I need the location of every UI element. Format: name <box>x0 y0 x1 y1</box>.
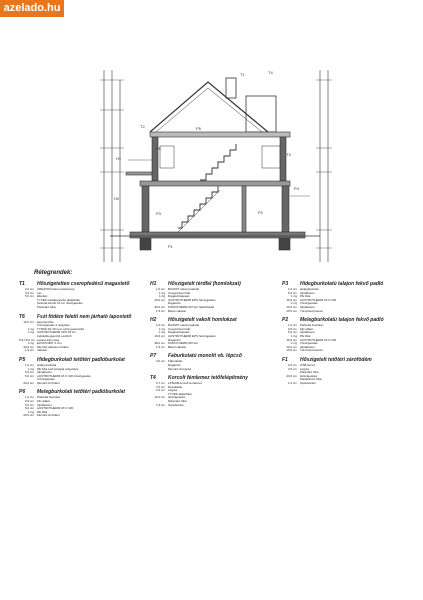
layer-thickness: 1,5 cm <box>24 349 34 353</box>
layer-section-header <box>150 281 280 288</box>
layer-material: Filc alátét <box>37 400 50 404</box>
layer-material: Aljzatbeton <box>300 291 315 295</box>
layer-thickness: 3,0 cm <box>24 291 34 295</box>
label-p5: P5 <box>196 126 201 131</box>
layer-thickness: 12,0 cm <box>154 396 165 400</box>
label-t4: T4 <box>268 70 273 75</box>
layer-title: Melegburkolati tetőtéri padlóburkolat <box>37 389 126 396</box>
layer-material: Vízszigetelés <box>300 302 318 306</box>
label-p6: P6 <box>156 146 161 151</box>
layer-material: CREATON beton tetőcserép <box>37 288 75 291</box>
layer-material: Hidegburkolat <box>300 288 319 291</box>
layer-thickness: 30,0 cm <box>154 305 165 309</box>
label-p2: P2 <box>258 210 263 215</box>
layer-thickness: 1,5 cm <box>287 381 297 385</box>
layer-code: P2 <box>282 317 289 324</box>
layer-title: Melegburkolatú talajon fekvő padló <box>300 317 384 324</box>
layer-thickness: 1,0 cm <box>155 288 165 291</box>
layer-material: Tömörített kavics <box>300 349 323 353</box>
layer-material: Szarufa között 15 cm hőszigetelés <box>37 302 83 306</box>
layer-section <box>282 357 412 386</box>
layer-thickness: 1 rtg <box>158 291 165 295</box>
layer-material: Vízszigetelés <box>37 378 55 382</box>
layer-thickness: 1,0 cm <box>24 363 34 367</box>
layer-thickness: 1 rtg <box>290 334 297 338</box>
layer-thickness: 1 rtg <box>27 410 34 414</box>
layer-thickness: 5,0 cm <box>24 371 34 375</box>
layer-section <box>282 317 412 353</box>
layer-thickness: 1 rtg <box>27 342 34 346</box>
layer-material: LINDAB korcolt fémlemez <box>168 382 203 386</box>
layer-line <box>19 306 149 310</box>
layer-material: Ragasztótapasz <box>168 331 190 335</box>
label-t3: T3 <box>286 152 291 157</box>
layer-material: PE fólia <box>37 410 48 414</box>
layer-thickness: 5,0 cm <box>287 331 297 335</box>
layer-section <box>19 281 149 310</box>
layer-thickness: 1,0 cm <box>24 396 34 400</box>
layer-material: Felületkiegyenlítő esztrich <box>37 334 72 338</box>
layer-line <box>19 382 149 386</box>
layer-code: P5 <box>19 356 26 363</box>
layer-material: Aljzatbeton <box>37 403 52 407</box>
layer-thickness: 0,7 cm <box>155 382 165 386</box>
layer-material: BAUMIT vékonyvakolat <box>168 324 200 328</box>
layer-material: Filc alátét <box>300 327 313 331</box>
layer-material: Faburkolat <box>168 360 183 364</box>
layer-thickness: 1,5 cm <box>155 345 165 349</box>
layer-section-header <box>150 375 280 382</box>
label-p4: P4 <box>294 186 299 191</box>
layer-title: Hidegburkolati tetőtéri padlóburkolat <box>37 356 125 363</box>
layer-material: Monolit vb födém <box>37 414 60 418</box>
layer-thickness: 5,5-15,0 cm <box>19 338 35 342</box>
layer-thickness: 5,0 cm <box>24 407 34 411</box>
layer-line <box>150 404 280 408</box>
layer-material: TYPAR SF 40 nem szőtt geotextília <box>37 327 84 331</box>
layer-thickness: 1 rtg <box>27 331 34 335</box>
layer-material: Deszkázat <box>168 385 183 389</box>
layer-thickness: 1 rtg <box>27 327 34 331</box>
layer-material: Monolit vb lépcső <box>168 367 192 371</box>
layer-thickness: 1,5 cm <box>155 403 165 407</box>
layer-material: Üvegszövet háló <box>168 327 191 331</box>
layer-thickness: 1 rtg <box>158 327 165 331</box>
layer-section-header <box>150 353 280 360</box>
layer-code: T1 <box>19 281 25 287</box>
layer-thickness: 10,0 cm <box>286 338 297 342</box>
layer-thickness: 15,0 cm <box>286 309 297 313</box>
layer-material: PE fólia <box>300 295 311 299</box>
layer-thickness: 1 rtg <box>27 367 34 371</box>
layer-material: Légrés <box>300 367 310 371</box>
layer-material: AUSTROTHERM AT-N 100 hőszigetelés <box>37 374 91 378</box>
layer-material: AUSTROTHERM AT-N 100 <box>37 407 74 411</box>
layer-material: AUSTROTHERM AT-N 100 <box>300 338 337 342</box>
layer-thickness: 5,0 cm <box>287 291 297 295</box>
layer-material: ELASTOBIT 4 mm <box>37 342 62 346</box>
label-h2: H2 <box>114 196 120 201</box>
layer-material: PE fólia technológiai szigetelés <box>37 367 79 371</box>
layer-thickness: 1 rtg <box>290 295 297 299</box>
layer-section-header <box>282 281 412 288</box>
layer-material: Párazáró fólia <box>300 371 319 375</box>
layer-thickness: 2,5 cm <box>155 385 165 389</box>
layer-material: Aljzatbeton <box>300 305 315 309</box>
layer-material: Párafékező fólia <box>300 378 322 382</box>
legend-column-1 <box>19 281 149 422</box>
layer-material: Vízszigetelés <box>300 342 318 346</box>
layer-material: Ragasztó <box>168 363 181 367</box>
layer-material: AUSTROTHERM XPS 15 cm <box>37 331 77 335</box>
layer-title: Hőszigetelten cserepfedésű magastető <box>37 281 130 287</box>
label-p1: P1 <box>168 244 173 249</box>
label-h1: H1 <box>116 156 122 161</box>
layer-material: Párazáró fólia <box>37 305 56 309</box>
layer-section <box>150 317 280 349</box>
layer-section <box>150 375 280 407</box>
layer-thickness: 10,0 cm <box>286 305 297 309</box>
layer-title: Hőszigetelt tetőtéri zárófödém <box>300 356 372 363</box>
layer-material: AUSTROTHERM EPS hőszigetelés <box>168 298 216 302</box>
section-drawing <box>0 0 423 270</box>
layer-title: Hőszigetelt térdfal (homlokzat) <box>168 281 241 287</box>
layer-thickness: 1,0 cm <box>155 324 165 328</box>
layer-section-header <box>19 357 149 364</box>
layer-section-header <box>282 357 412 364</box>
legend-title: Rétegrendek: <box>34 270 73 276</box>
layer-material: Aljzatbeton <box>37 371 52 375</box>
layer-material: Légrés <box>168 389 178 393</box>
layer-section-header <box>19 281 149 288</box>
layer-material: Aljzatbeton <box>300 331 315 335</box>
layer-line <box>282 382 412 386</box>
layer-material: BAUMIT vékonyvakolat <box>168 288 200 291</box>
layer-thickness: 0,5 cm <box>24 400 34 404</box>
layer-material: Tömörített kavics <box>300 309 323 313</box>
layer-material: Monolit vasbeton födém <box>37 345 69 349</box>
layer-thickness: 38,0 cm <box>154 342 165 346</box>
layer-section-header <box>150 317 280 324</box>
layer-material: POROTHERM 38 N+F <box>168 342 199 346</box>
layer-thickness: 20,0 cm <box>23 381 34 385</box>
layer-line <box>282 349 412 353</box>
layer-thickness: 20,0 cm <box>23 345 34 349</box>
layer-section-header <box>19 389 149 396</box>
layer-thickness: 1,0 cm <box>287 288 297 291</box>
layer-line <box>150 368 280 372</box>
layer-thickness: 20,0 cm <box>23 414 34 418</box>
layer-thickness: 2,5 cm <box>155 389 165 393</box>
layer-thickness <box>19 306 37 310</box>
label-t1: T1 <box>240 72 245 77</box>
layer-section <box>150 281 280 313</box>
layer-section-header <box>19 314 149 321</box>
layer-code: T6 <box>19 313 25 320</box>
layer-material: Ragasztó <box>168 302 181 306</box>
layer-line <box>150 310 280 314</box>
layer-thickness: 2,5 cm <box>287 367 297 371</box>
layer-material: Belső vakolat <box>168 345 186 349</box>
label-t2: T2 <box>140 124 145 129</box>
layer-code: P3 <box>282 281 289 287</box>
legend-column-3 <box>282 281 412 389</box>
layer-thickness: 10,0 cm <box>154 298 165 302</box>
layer-thickness: 15,0 cm <box>286 349 297 353</box>
layer-material: AUSTROTHERM EPS hőszigetelés <box>168 334 216 338</box>
layer-material: Léc <box>37 291 42 295</box>
layer-thickness: 16,0 cm <box>23 320 34 324</box>
layer-section <box>282 281 412 313</box>
layer-code: H1 <box>150 281 157 287</box>
layer-material: TYVEK páraáteresztő alátétfólia <box>37 298 80 302</box>
layer-thickness: 2,5 cm <box>287 363 297 367</box>
layer-thickness: 10,0 cm <box>286 298 297 302</box>
layer-thickness: 0,5 cm <box>287 327 297 331</box>
layer-material: Vízszigetelés 2 rétegben <box>37 324 70 328</box>
layer-thickness: 1,5 cm <box>155 309 165 313</box>
layer-line <box>150 346 280 350</box>
layer-material: TYVEK alátétfólia <box>168 392 192 396</box>
layer-thickness: 10,0 cm <box>154 334 165 338</box>
layer-thickness: 3,0 cm <box>155 360 165 364</box>
layer-material: Gipszkarton <box>168 403 185 407</box>
layer-thickness: 1 rtg <box>290 342 297 346</box>
layer-code: T4 <box>150 375 156 382</box>
layer-material: Gipszkarton <box>300 381 317 385</box>
layer-title: Hőszigetelt vakolt homlokzat <box>168 317 237 324</box>
layer-section-header <box>282 317 412 324</box>
layer-title: Korcolt fémlemez tetőfelépítmény <box>168 375 249 382</box>
layer-thickness: 5,0 cm <box>24 403 34 407</box>
layer-material: Parketta burkolat <box>37 396 60 400</box>
layer-thickness: 5,0 cm <box>24 295 34 299</box>
layer-material: Vakolat <box>37 349 47 353</box>
layer-thickness: 1 rtg <box>290 302 297 306</box>
label-p3: P3 <box>156 211 161 216</box>
layer-code: P6 <box>19 389 26 396</box>
layer-material: kavicsterítés <box>37 320 54 324</box>
layer-material: AUSTROTHERM AT-N 100 <box>300 298 337 302</box>
layer-thickness: 10,0 cm <box>286 345 297 349</box>
layer-material: Ellenléc <box>37 295 48 299</box>
layer-thickness: 1 rtg <box>158 331 165 335</box>
site-logo[interactable]: azelado.hu <box>0 0 64 17</box>
layer-material: Üvegszövet háló <box>168 291 191 295</box>
layer-code: P7 <box>150 353 157 360</box>
layer-line <box>19 349 149 353</box>
layer-title: Hidegburkolatú talajon fekvő padló <box>300 281 384 287</box>
layer-thickness: 20,0 cm <box>286 374 297 378</box>
layer-material: Aljzatbeton <box>300 345 315 349</box>
layer-material: Hideg burkolat <box>37 363 57 367</box>
layer-material: Ragasztótapasz <box>168 295 190 299</box>
layer-title: Fszt födém feletti nem járható lapostető <box>37 313 132 320</box>
layer-section <box>19 357 149 386</box>
layer-thickness: 1,0 cm <box>287 324 297 328</box>
layer-material: Párazáró fólia <box>168 400 187 404</box>
layer-code: H2 <box>150 317 157 324</box>
layer-line <box>19 414 149 418</box>
layer-material: Hőszigetelés <box>300 374 318 378</box>
layer-material: Monolit vb födém <box>37 381 60 385</box>
layer-material: Lejtést adó réteg <box>37 338 60 342</box>
layer-thickness: 5,0 cm <box>24 374 34 378</box>
layer-material: POROTHERM 30 N+F falazóblokk <box>168 305 215 309</box>
layer-section <box>19 314 149 353</box>
layer-material: Ragasztó <box>168 338 181 342</box>
layer-material: Parketta burkolat <box>300 324 323 328</box>
layer-thickness: 2,0 cm <box>24 288 34 291</box>
layer-material: OSB lemez <box>300 363 316 367</box>
legend-column-2 <box>150 281 280 411</box>
layer-code: F1 <box>282 356 288 363</box>
layer-section <box>150 353 280 371</box>
layer-material: Hőszigetelés <box>168 396 186 400</box>
layer-title: Faburkolatú monolit vb. lépcső <box>168 353 242 360</box>
layer-thickness <box>150 368 168 372</box>
layer-line <box>282 310 412 314</box>
layer-thickness: 1 rtg <box>158 295 165 299</box>
layer-section <box>19 389 149 418</box>
layer-material: PE fólia <box>300 334 311 338</box>
layer-material: Belső vakolat <box>168 309 186 313</box>
